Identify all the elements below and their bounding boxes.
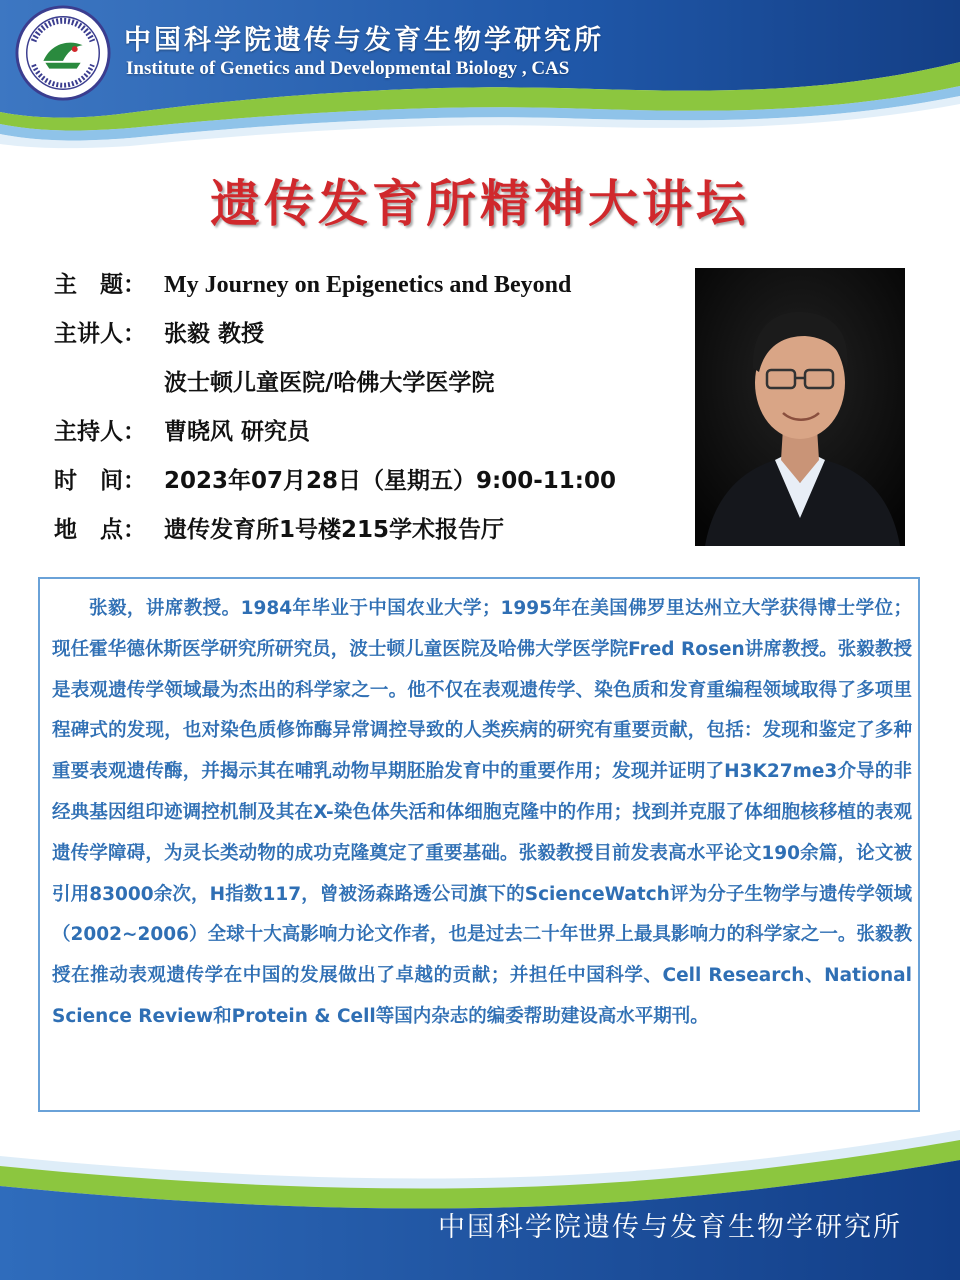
time-label: 时 间： bbox=[54, 468, 146, 494]
time-row bbox=[54, 462, 616, 498]
speaker-bio: 张毅，讲席教授。1984年毕业于中国农业大学；1995年在美国佛罗里达州立大学获得博士学位；现任霍华德休斯医学研究所研究员，波士顿儿童医院及哈佛大学医学院Fred Rosen讲席教授。张毅教授是表观遗传学领域最为杰出的科学家之一。他不仅在表观遗传学、染色质和发育重编程领域取得了多项里程碑式的发现，也对染色质修饰酶异常调控导致的人类疾病的研究有重要贡献，包括：发现和鉴定了多种重要表观遗传酶，并揭示其在哺乳动物早期胚胎发育中的重要作用；发现并证明了H3K27me3介导的非经典基因组印迹调控机制及其在X-染色体失活和体细胞克隆中的作用；找到并克服了体细胞核移植的表观遗传学障碍，为灵长类动物的成功克隆奠定了重要基础。张毅教授目前发表高水平论文190余篇，论文被引用83000余次，H指数117，曾被汤森路透公司旗下的ScienceWatch评为分子生物学与遗传学领域（2002~2006）全球十大高影响力论文作者，也是过去二十年世界上最具影响力的科学家之一。张毅教授在推动表观遗传学在中国的发展做出了卓越的贡献；并担任中国科学、Cell Research、National Science Review和Protein & Cell等国内杂志的编委帮助建设高水平期刊。 bbox=[52, 598, 912, 1027]
page-title: 遗传发育所精神大讲坛 bbox=[210, 175, 750, 233]
speaker-photo bbox=[695, 268, 905, 546]
header-institute-en: Institute of Genetics and Developmental Biology , CAS bbox=[126, 58, 570, 79]
speaker-value: 张毅 教授 bbox=[164, 321, 265, 347]
host-label: 主持人： bbox=[54, 419, 146, 445]
header-institute-cn: 中国科学院遗传与发育生物学研究所 bbox=[124, 25, 604, 56]
topic-value: My Journey on Epigenetics and Beyond bbox=[164, 272, 572, 298]
affiliation-row bbox=[54, 364, 494, 400]
bio-panel bbox=[38, 577, 920, 1112]
footer-institute: 中国科学院遗传与发育生物学研究所 bbox=[438, 1212, 902, 1243]
place-row bbox=[54, 511, 504, 547]
speaker-label: 主讲人： bbox=[54, 321, 146, 347]
place-label: 地 点： bbox=[54, 517, 146, 543]
topic-row bbox=[54, 266, 571, 302]
speaker-row bbox=[54, 315, 264, 351]
place-value: 遗传发育所1号楼215学术报告厅 bbox=[164, 517, 505, 543]
topic-label: 主 题： bbox=[54, 272, 146, 298]
footer-banner bbox=[0, 1110, 960, 1280]
time-value: 2023年07月28日（星期五）9:00-11:00 bbox=[164, 468, 616, 494]
institute-logo bbox=[14, 4, 112, 102]
affiliation-value: 波士顿儿童医院/哈佛大学医学院 bbox=[164, 370, 495, 396]
host-row bbox=[54, 413, 310, 449]
host-value: 曹晓风 研究员 bbox=[164, 419, 311, 445]
